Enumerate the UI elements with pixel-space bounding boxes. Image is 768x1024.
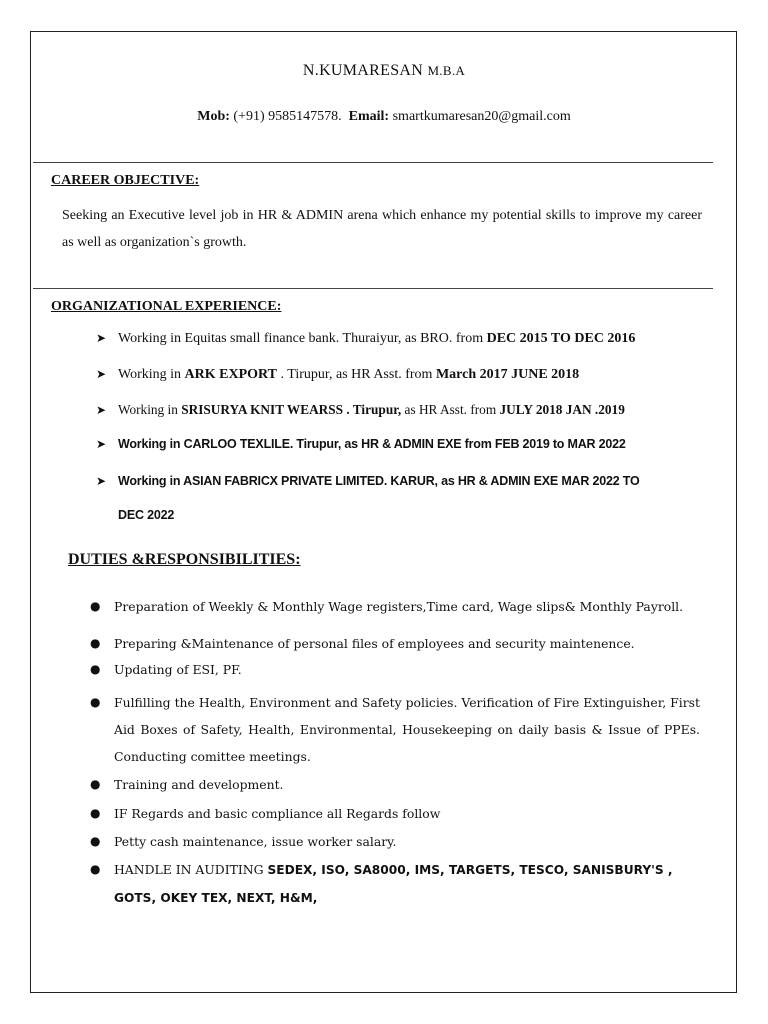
experience-heading: ORGANIZATIONAL EXPERIENCE: bbox=[51, 299, 282, 314]
duty-item-auditing: ● HANDLE IN AUDITING SEDEX, ISO, SA8000, IMS, TARGETS, TESCO, SANISBURY'S , GOTS, OKEY TEX, NEXT, H&M, bbox=[90, 856, 700, 912]
duty-item: ● IF Regards and basic compliance all Regards follow bbox=[90, 800, 700, 827]
divider-middle bbox=[33, 288, 713, 289]
experience-item: ➤ Working in Equitas small finance bank. Thuraiyur, as BRO. from DEC 2015 TO DEC 2016 bbox=[96, 331, 636, 346]
experience-item: ➤ Working in ASIAN FABRICX PRIVATE LIMITED. KARUR, as HR & ADMIN EXE MAR 2022 TO bbox=[96, 474, 640, 488]
career-objective-heading: CAREER OBJECTIVE: bbox=[51, 173, 200, 188]
mob-value: (+91) 9585147578. bbox=[233, 109, 342, 124]
candidate-name bbox=[0, 62, 768, 80]
bullet-icon: ● bbox=[90, 695, 101, 709]
bullet-icon: ● bbox=[90, 599, 101, 613]
arrow-bullet-icon: ➤ bbox=[96, 367, 107, 381]
arrow-bullet-icon: ➤ bbox=[96, 403, 107, 417]
contact-line bbox=[0, 109, 768, 125]
duty-item: ● Training and development. bbox=[90, 771, 700, 798]
experience-item: ➤ Working in ARK EXPORT . Tirupur, as HR Asst. from March 2017 JUNE 2018 bbox=[96, 367, 580, 382]
bullet-icon: ● bbox=[90, 662, 101, 676]
email-label: Email: bbox=[348, 109, 390, 124]
experience-item-continued: DEC 2022 bbox=[118, 508, 175, 522]
career-objective-text: Seeking an Executive level job in HR & ADMIN arena which enhance my potential skills to improve my career as well as organization`s growth. bbox=[62, 208, 702, 250]
arrow-bullet-icon: ➤ bbox=[96, 437, 107, 451]
duty-item: ● Petty cash maintenance, issue worker salary. bbox=[90, 828, 700, 855]
bullet-icon: ● bbox=[90, 834, 101, 848]
experience-item: ➤ Working in SRISURYA KNIT WEARSS . Tirupur, as HR Asst. from JULY 2018 JAN .2019 bbox=[96, 402, 625, 417]
email-value: smartkumaresan20@gmail.com bbox=[392, 109, 571, 124]
name-text: N.KUMARESAN bbox=[302, 62, 424, 79]
duty-item: ● Preparation of Weekly & Monthly Wage registers,Time card, Wage slips& Monthly Payroll. bbox=[90, 593, 700, 620]
experience-item: ➤ Working in CARLOO TEXLILE. Tirupur, as HR & ADMIN EXE from FEB 2019 to MAR 2022 bbox=[96, 437, 626, 451]
bullet-icon: ● bbox=[90, 862, 101, 876]
divider-top bbox=[33, 162, 713, 163]
duty-item: ● Preparing &Maintenance of personal files of employees and security maintenence. bbox=[90, 630, 700, 657]
arrow-bullet-icon: ➤ bbox=[96, 474, 107, 488]
bullet-icon: ● bbox=[90, 806, 101, 820]
mob-label: Mob: bbox=[197, 109, 230, 124]
bullet-icon: ● bbox=[90, 777, 101, 791]
bullet-icon: ● bbox=[90, 636, 101, 650]
duty-item: ● Updating of ESI, PF. bbox=[90, 656, 700, 683]
duty-item: ● Fulfilling the Health, Environment and Safety policies. Verification of Fire Extinguisher, First Aid Boxes of Safety, Health, Environmental, Housekeeping on daily basis & Issue of PPEs. Conducting comittee meetings. bbox=[90, 689, 700, 770]
degree-text: M.B.A bbox=[427, 63, 466, 78]
duties-heading: DUTIES &RESPONSIBILITIES: bbox=[68, 551, 301, 568]
arrow-bullet-icon: ➤ bbox=[96, 331, 107, 345]
